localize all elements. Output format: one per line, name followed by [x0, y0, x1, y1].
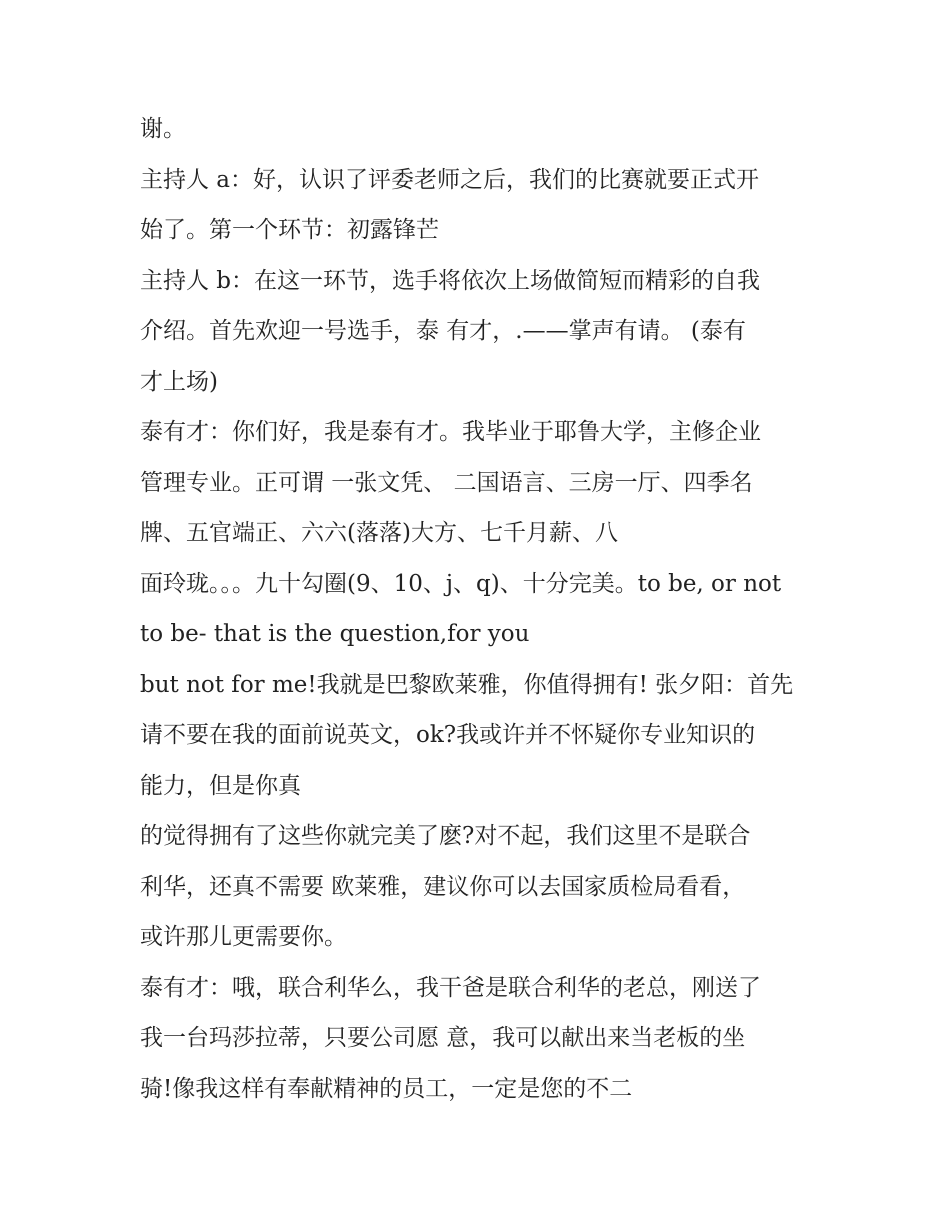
text-line: 管理专业。正可谓 一张文凭、 二国语言、三房一厅、四季名	[140, 469, 753, 496]
text-line: 利华，还真不需要 欧莱雅，建议你可以去国家质检局看看，	[140, 873, 746, 900]
document-body	[140, 104, 820, 1114]
text-line: 始了。第一个环节：初露锋芒	[140, 217, 439, 243]
text-line: 泰有才：你们好，我是泰有才。我毕业于耶鲁大学，主修企业	[140, 419, 761, 445]
text-line: to be- that is the question,for you	[140, 621, 530, 647]
text-line: 主持人 b：在这一环节，选手将依次上场做简短而精彩的自我	[140, 267, 761, 294]
text-line: 能力，但是你真	[140, 772, 301, 799]
text-line: 的觉得拥有了这些你就完美了麽?对不起，我们这里不是联合	[140, 823, 751, 849]
text-line: 才上场)	[140, 368, 218, 395]
text-line: 面玲珑。。。九十勾圈(9、10、j、q)、十分完美。to be, or not	[140, 570, 782, 597]
text-line: 谢。	[140, 116, 186, 142]
text-line: 骑!像我这样有奉献精神的员工，一定是您的不二	[140, 1075, 633, 1102]
text-line: 泰有才：哦，联合利华么，我干爸是联合利华的老总，刚送了	[140, 974, 761, 1001]
text-line: 牌、五官端正、六六(落落)大方、七千月薪、八	[140, 520, 618, 546]
text-line: 介绍。首先欢迎一号选手，泰 有才，.——掌声有请。 (泰有	[140, 318, 746, 344]
text-line: 或许那儿更需要你。	[140, 924, 347, 950]
text-line: 主持人 a：好，认识了评委老师之后，我们的比赛就要正式开	[140, 166, 760, 193]
text-line: but not for me!我就是巴黎欧莱雅，你值得拥有! 张夕阳：首先	[140, 671, 794, 698]
text-line: 我一台玛莎拉蒂，只要公司愿 意，我可以献出来当老板的坐	[140, 1025, 746, 1051]
text-line: 请不要在我的面前说英文，ok?我或许并不怀疑你专业知识的	[140, 722, 756, 748]
